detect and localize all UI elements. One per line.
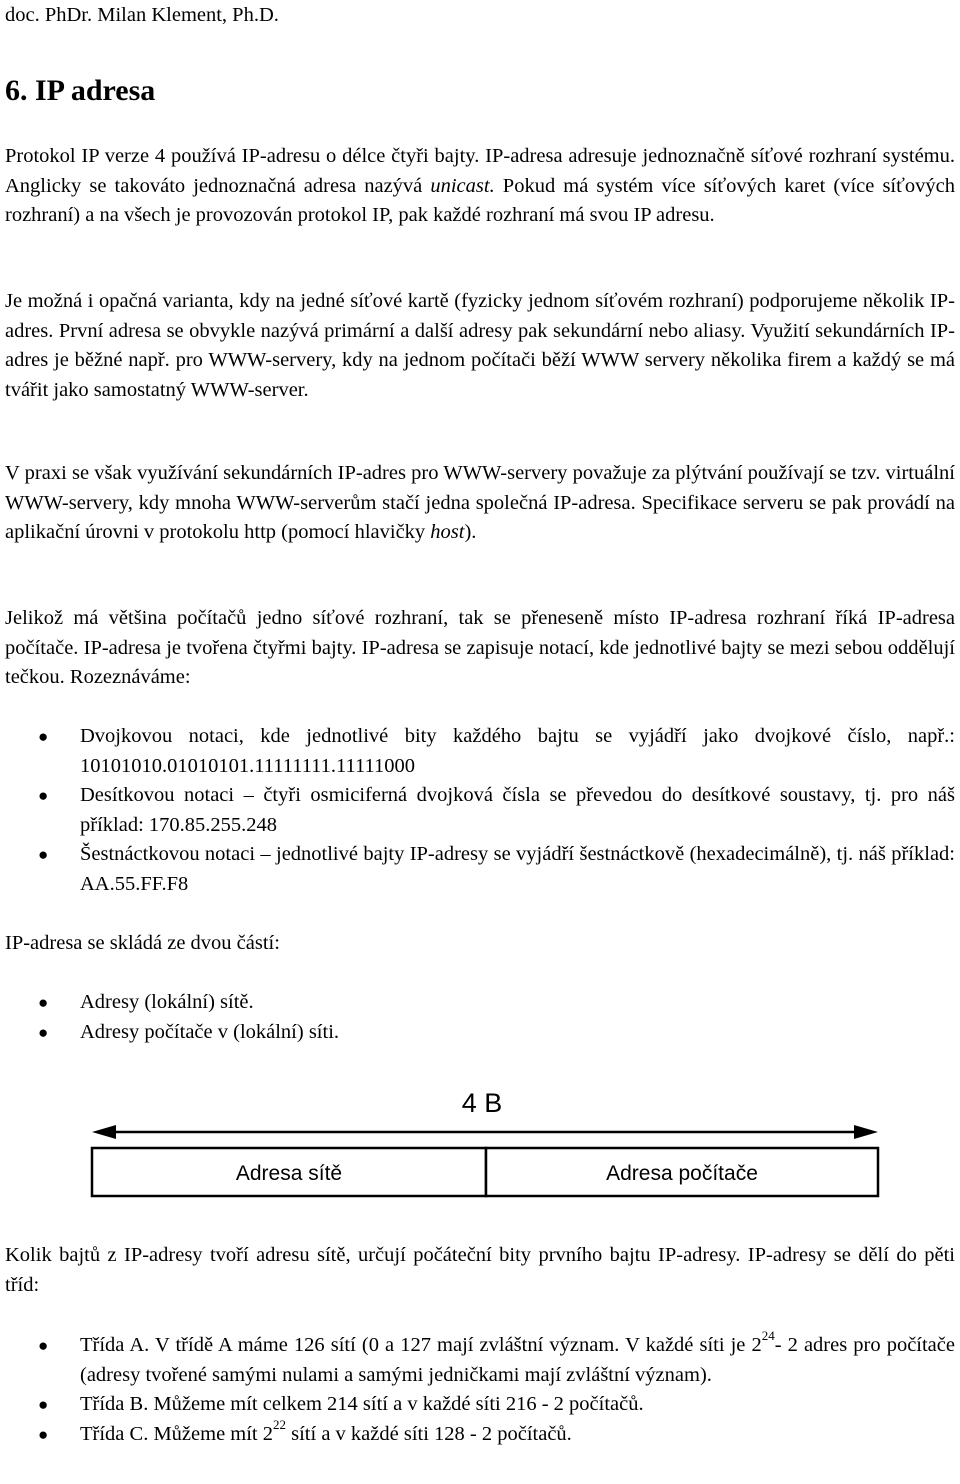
classes-list (0, 1328, 955, 1449)
bullet-icon: ● (38, 1022, 49, 1042)
notation-list (0, 722, 955, 900)
size-label: 4 B (461, 1088, 503, 1118)
bullet-icon: ● (38, 845, 49, 865)
p1-emphasis-unicast: unicast. (430, 174, 495, 197)
section-heading: 6. IP adresa (5, 74, 156, 107)
arrow-left-icon (92, 1125, 116, 1139)
parts-list (0, 988, 955, 1047)
class-a-exponent: 24 (761, 1328, 775, 1343)
list-item (0, 722, 955, 781)
list-item-text: Dvojkovou notaci, kde jednotlivé bity každého bajtu se vyjádří jako dvojkové číslo, např.: 10101010.01010101.11111111.11111000 (80, 725, 955, 777)
list-item-text: Desítkovou notaci – čtyři osmiciferná dvojková čísla se převedou do desítkové soustavy, tj. pro náš příklad: 170.85.255.248 (80, 784, 955, 836)
host-part-label: Adresa počítače (606, 1162, 758, 1185)
paragraph-classes: Kolik bajtů z IP-adresy tvoří adresu sítě, určují počáteční bity prvního bajtu IP-adresy. IP-adresy se dělí do pěti tříd: (5, 1244, 955, 1296)
bullet-icon: ● (38, 1336, 49, 1355)
class-b-text: Třída B. Můžeme mít celkem 214 sítí a v každé síti 216 - 2 počítačů. (80, 1393, 644, 1416)
list-item-text: Šestnáctkovou notaci – jednotlivé bajty IP-adresy se vyjádří šestnáctkově (hexadecimálně), tj. náš příklad: AA.55.FF.F8 (80, 843, 955, 895)
author-header: doc. PhDr. Milan Klement, Ph.D. (5, 4, 279, 26)
list-item (0, 988, 955, 1018)
bullet-icon: ● (38, 1395, 49, 1415)
list-item (0, 1390, 955, 1420)
bullet-icon: ● (38, 727, 49, 746)
list-item (0, 781, 955, 840)
p1-text-a: Protokol IP verze 4 používá IP-adresu o délce čtyři bajty. IP-adresa adresuje jednoznačně síťové rozhraní systému. Anglicky se takováto jednoznačná adresa nazývá (5, 145, 955, 197)
paragraph-notation: Jelikož má většina počítačů jedno síťové rozhraní, tak se přeneseně místo IP-adresa rozhraní říká IP-adresa počítače. IP-adresa je tvořena čtyřmi bajty. IP-adresa se zapisuje notací, kde jednotlivé bajty se mezi sebou oddělují tečkou. Rozeznáváme: (5, 607, 955, 689)
p3-text-a: V praxi se však využívání sekundárních IP-adres pro WWW-servery považuje za plýtvání používají se tzv. virtuální WWW-servery, kdy mnoha WWW-serverům stačí jedna společná IP-adresa. Specifikace serveru se pak provádí na aplikační úrovni v protokolu http (pomocí hlavičky (5, 462, 955, 544)
paragraph-parts: IP-adresa se skládá ze dvou částí: (5, 932, 280, 954)
class-c-text: Třída C. Můžeme mít 2 (80, 1422, 273, 1445)
list-item (0, 840, 955, 899)
list-item-text: Adresy počítače v (lokální) síti. (80, 1020, 340, 1043)
network-part-label: Adresa sítě (235, 1162, 343, 1185)
p3-text-b: ). (464, 521, 477, 544)
class-c-exponent: 22 (273, 1416, 286, 1432)
p1-text-b: Pokud má systém více síťových karet (více síťových rozhraní) a na všech je provozován protokol IP, pak každé rozhraní má svou IP adresu. (5, 174, 955, 227)
class-c-text-rest: sítí a v každé síti 128 - 2 počítačů. (286, 1422, 572, 1445)
arrow-right-icon (854, 1125, 878, 1139)
paragraph-virtual-servers (5, 459, 955, 548)
p3-emphasis-host: host (430, 521, 465, 544)
bullet-icon: ● (38, 993, 49, 1012)
list-item (0, 1328, 955, 1390)
ip-address-structure-diagram (90, 1076, 880, 1226)
bullet-icon: ● (38, 1424, 49, 1444)
paragraph-protocol (5, 142, 955, 231)
paragraph-aliases: Je možná i opačná varianta, kdy na jedné síťové kartě (fyzicky jednom síťovém rozhraní) podporujeme několik IP-adres. První adresa se obvykle nazývá primární a další adresy pak sekundární nebo aliasy. Využití sekundárních IP-adres je běžné např. pro WWW-servery, kdy na jednom počítači běží WWW servery několika firem a každý se má tvářit jako samostatný WWW-server. (5, 290, 955, 401)
list-item (0, 1416, 955, 1450)
list-item-text: Adresy (lokální) sítě. (80, 991, 254, 1013)
class-a-text-rest: - 2 adres pro počítače (adresy tvořené samými nulami a samými jedničkami mají zvláštní význam). (80, 1334, 955, 1386)
class-a-text: Třída A. V třídě A máme 126 sítí (0 a 127 mají zvláštní význam. V každé síti je 2 (80, 1334, 762, 1356)
list-item (0, 1018, 955, 1048)
bullet-icon: ● (38, 786, 49, 806)
